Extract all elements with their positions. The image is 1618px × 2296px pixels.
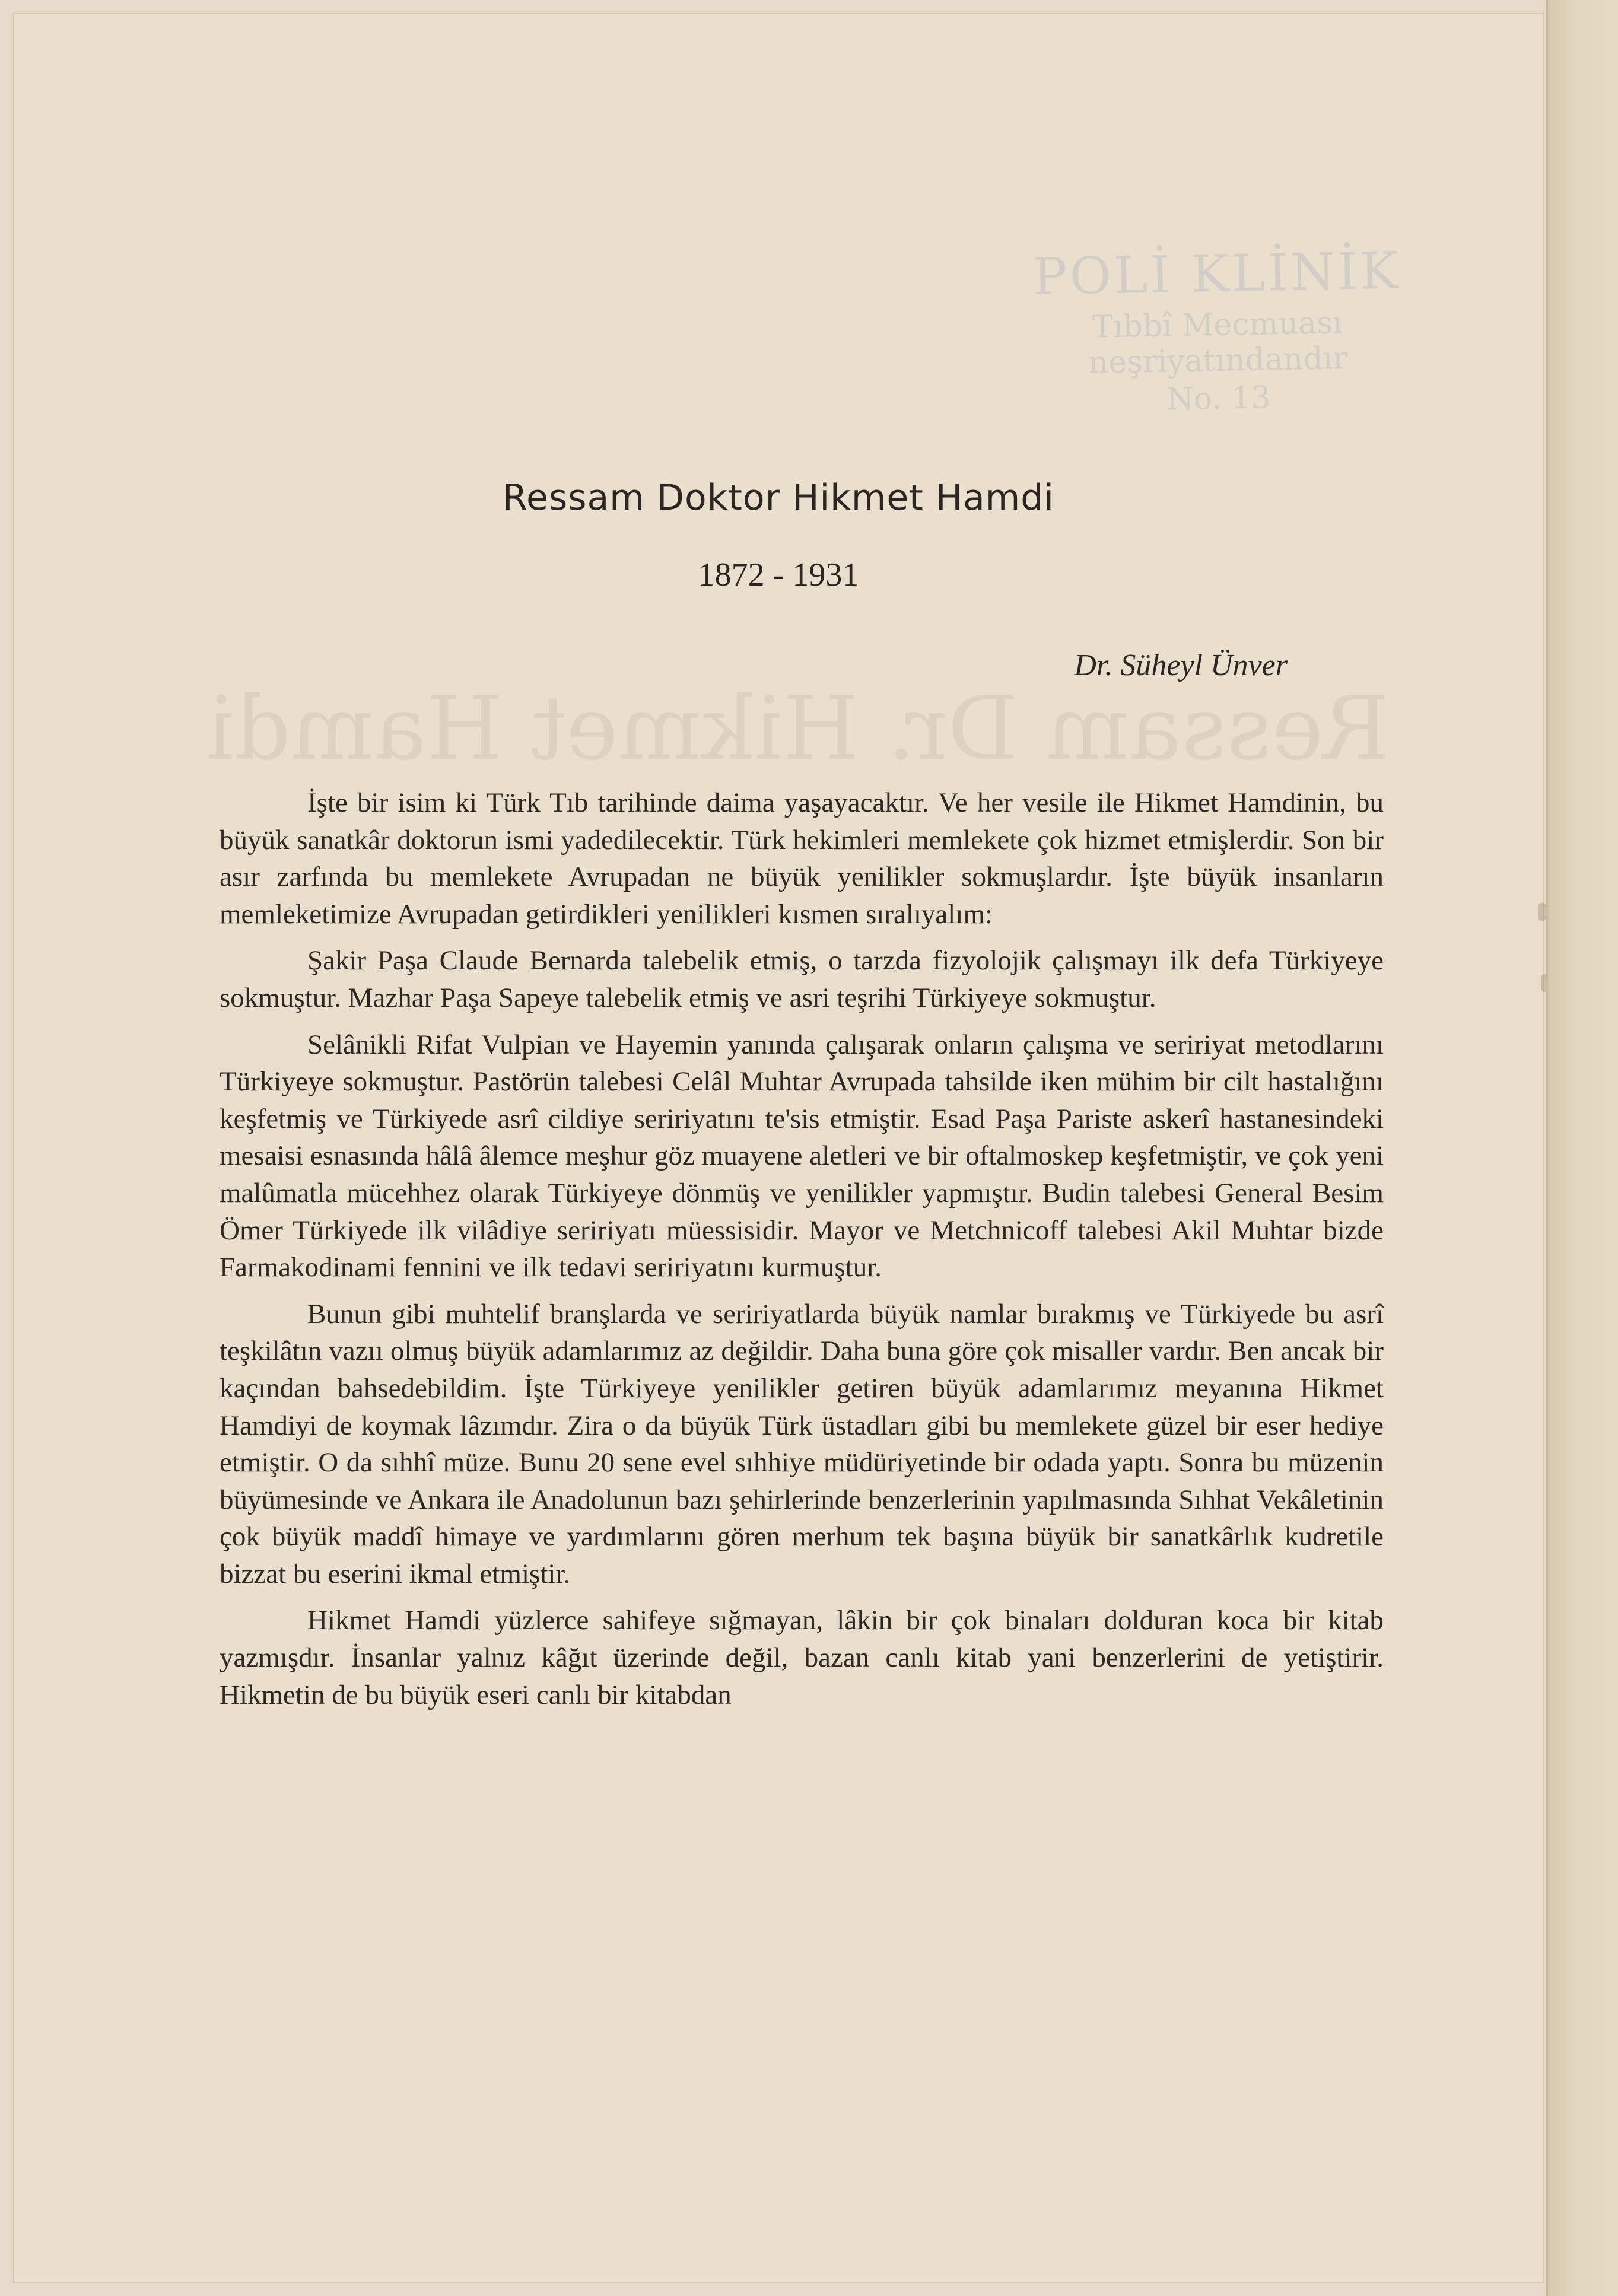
author: Dr. Süheyl Ünver xyxy=(1074,648,1288,682)
paragraph: Selânikli Rifat Vulpian ve Hayemin yanında çalışarak onların çalışma ve seririyat metodlarını Türkiyeye sokmuştur. Pastörün talebesi Celâl Muhtar Avrupada tahsilde iken mühim bir cilt hastalığını keşfetmiş ve Türkiyede asrî cildiye seririyatını te'sis etmiştir. Esad Paşa Pariste askerî hastanesindeki mesaisi esnasında hâlâ âlemce meşhur göz muayene aletleri ve bir oftalmoskep keşfetmiştir, ve çok yeni malûmatla mücehhez olarak Türkiyeye dönmüş ve yenilikler yapmıştır. Budin talebesi General Besim Ömer Türkiyede ilk vilâdiye seririyatı müessisidir. Mayor ve Metchnicoff talebesi Akil Muhtar bizde Farmakodinami fennini ve ilk tedavi seririyatını kurmuştur. xyxy=(220,1029,1384,1283)
paper-edge xyxy=(1546,0,1618,2296)
paragraph: Hikmet Hamdi yüzlerce sahifeye sığmayan, lâkin bir çok binaları dolduran koca bir kitab yazmışdır. İnsanlar yalnız kâğıt üzerinde değil, bazan canlı kitab yani benzerlerini de yetiştirir. Hikmetin de bu büyük eseri canlı bir kitabdan xyxy=(220,1605,1384,1710)
paragraph: İşte bir isim ki Türk Tıb tarihinde daima yaşayacaktır. Ve her vesile ile Hikmet Hamdinin, bu büyük sanatkâr doktorun ismi yadedilecektir. Türk hekimleri memlekete çok hizmet etmişlerdir. Son bir asır zarfında bu memlekete Avrupadan ne büyük yenilikler sokmuşlardır. İşte büyük insanların memleketimize Avrupadan getirdikleri yenilikleri kısmen sıralıyalım: xyxy=(220,787,1384,930)
stamp-line-2: Tıbbî Mecmuası neşriyatındandır xyxy=(1088,305,1348,381)
paragraph: Bunun gibi muhtelif branşlarda ve seririyatlarda büyük namlar bırakmış ve Türkiyede bu asrî teşkilâtın vazıı olmuş büyük adamlarımız az değildir. Daha buna göre çok misaller vardır. Ben ancak bir kaçından bahsedebildim. İşte Türkiyeye yenilikler getiren büyük adamlarımız meyanına Hikmet Hamdiyi de koymak lâzımdır. Zira o da büyük Türk üstadları gibi bu memlekete güzel bir eser hediye etmiştir. O da sıhhî müze. Bunu 20 sene evel sıhhiye müdüriyetinde bir odada yaptı. Sonra bu müzenin büyümesinde ve Ankara ile Anadolunun bazı şehirlerinde benzerlerinin yapılmasında Sıhhat Vekâletinin çok büyük maddî himaye ve yardımlarını gören merhum tek başına büyük bir sanatkârlık kudretile bizzat bu eserini ikmal etmiştir. xyxy=(220,1298,1384,1589)
article-body xyxy=(220,784,1384,1723)
document-page xyxy=(13,13,1544,2283)
paper-smudge xyxy=(1538,903,1546,921)
years: 1872 - 1931 xyxy=(698,556,859,593)
stamp-line-1: POLİ KLİNİK xyxy=(1032,241,1401,307)
page-title: Ressam Doktor Hikmet Hamdi xyxy=(503,477,1054,519)
paragraph: Şakir Paşa Claude Bernarda talebelik etmiş, o tarzda fizyolojik çalışmayı ilk defa Türkiyeye sokmuştur. Mazhar Paşa Sapeye talebelik etmiş ve asri teşrihi Türkiyeye sokmuştur. xyxy=(220,945,1384,1013)
faded-stamp xyxy=(1032,241,1403,420)
stamp-line-3: No. 13 xyxy=(1166,380,1271,418)
bleed-through-title: Ressam Dr. Hikmet Hamdi xyxy=(206,678,1390,780)
